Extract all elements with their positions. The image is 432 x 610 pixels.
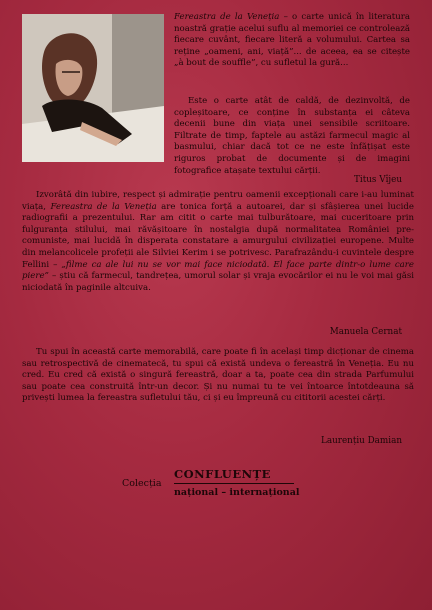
review1-paragraph: Este o carte atât de caldă, de dezinvoltă, de copleșitoare, ce conține în substanța ei câteva decenii bune din viața unei sensibile scriitoare. Filtrate de timp, faptele au astăzi farmecul magic al basmului, chiar dacă tot ce ne este înfățișat este riguros probat de documente și de imagini fotografice atașate textului cărții. bbox=[174, 96, 410, 176]
review2-paragraph bbox=[22, 190, 414, 294]
review2-fellini-quote: „filme ca ale lui nu se vor mai face niciodată. El face parte dintr-o lume care piere” bbox=[22, 259, 415, 282]
collection-name: CONFLUENȚE bbox=[174, 467, 271, 481]
review2-book-title: Fereastra de la Veneția bbox=[50, 201, 157, 212]
collection-block bbox=[122, 464, 322, 508]
collection-label: Colecția bbox=[122, 478, 162, 489]
author-portrait-icon bbox=[22, 14, 164, 162]
review3-paragraph: Tu spui în această carte memorabilă, care poate fi în același timp dicționar de cinema sau retrospectivă de cinematecă, tu spui că există undeva o fereastră în Veneția. Eu nu cred. Eu cred că există o singură fereastră, doar a ta, poate cea din strada Parfumului sau poate cea construită într-un decor. Și nu numai tu te vei întoarce întotdeauna să privești lumea la fereastra sufletului tău, ci și eu împreună cu cititorii acestei cărți. bbox=[22, 347, 414, 404]
intro-paragraph bbox=[174, 12, 410, 70]
intro-text: – o carte unică în literatura noastră grație acelui suflu al memoriei ce controlează fiecare cuvânt, fiecare literă a volumului. Cartea sa reține „oameni, ani, viață”... de aceea, ea se citește „à bout de souffle”, cu sufletul la gură... bbox=[174, 12, 410, 69]
review2-text-1: Izvorâtă din iubire, respect și admirație pentru oamenii excepționali care i-au luminat viața, bbox=[22, 190, 414, 212]
author3-signature: Laurențiu Damian bbox=[320, 436, 402, 446]
author2-signature: Manuela Cernat bbox=[329, 327, 402, 337]
book-title: Fereastra de la Veneția bbox=[174, 12, 280, 22]
collection-divider bbox=[174, 483, 294, 484]
review2-text-3: – știu că farmecul, tandrețea, umorul solar și vraja evocărilor ei nu le voi mai găsi niciodată în paginile altcuiva. bbox=[22, 271, 414, 293]
author-photo bbox=[22, 14, 164, 162]
review2-text-2: are tonica forță a autoarei, dar și sfâșierea unei lucide radiografii a prezentului. Rar am citit o carte mai tulburătoare, mai cuceritoare prin fulguranța stilului, mai răvășitoare în nostalgia după normalitatea României pre-comuniste, mai lucidă în disperata constatare a amurgului civilizației europene. Multe din melancolicele profeții ale Silviei Kerim i se potrivesc. Parafrazându-i cuvintele despre Fellini – bbox=[22, 201, 414, 270]
author1-signature: Titus Vîjeu bbox=[354, 175, 402, 185]
collection-subtitle: național – internațional bbox=[174, 487, 300, 498]
